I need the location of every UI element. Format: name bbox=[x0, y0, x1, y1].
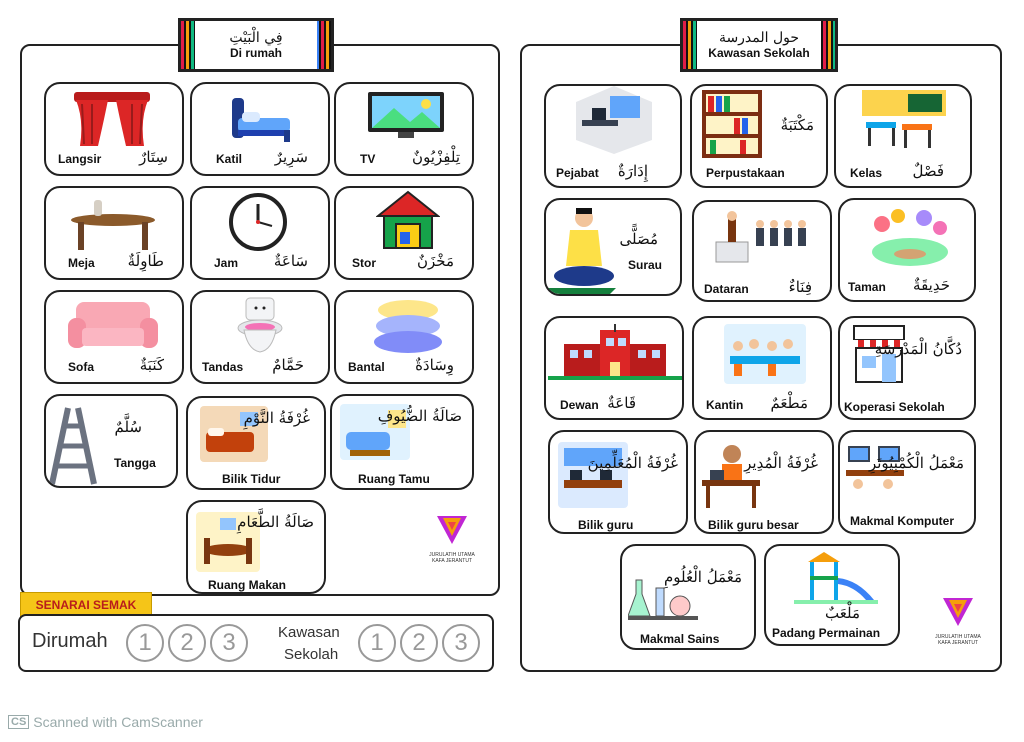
card-table bbox=[44, 186, 184, 280]
card-label-latin: Sofa bbox=[68, 360, 95, 374]
card-label-latin: Ruang Makan bbox=[208, 578, 287, 592]
card-label-arabic: سُلَّمٌ bbox=[114, 418, 142, 436]
card-label-arabic: مَلْعَبٌ bbox=[825, 604, 860, 622]
card-bedroom bbox=[186, 396, 326, 490]
card-label-arabic: غُرْفَةُ الْمُدِيرِ bbox=[744, 454, 818, 472]
card-label-latin: Bilik guru bbox=[578, 518, 634, 532]
card-school-cooperative bbox=[838, 316, 976, 420]
card-label-latin: Pejabat bbox=[556, 166, 599, 180]
card-label-latin: TV bbox=[360, 152, 376, 166]
card-clock bbox=[190, 186, 330, 280]
sofa-icon bbox=[66, 298, 160, 354]
card-label-latin: Surau bbox=[628, 258, 663, 272]
checklist-tag: SENARAI SEMAK bbox=[20, 592, 152, 618]
card-label-arabic: إِدَارَةٌ bbox=[617, 162, 648, 180]
card-label-latin: Katil bbox=[216, 152, 243, 166]
card-label-latin: Kantin bbox=[706, 398, 744, 412]
home-check-1[interactable]: 1 bbox=[126, 624, 164, 662]
card-curtain bbox=[44, 82, 184, 176]
home-banner-arabic: فِي الْبَيْتِ bbox=[229, 30, 283, 46]
card-prayer-room bbox=[544, 198, 682, 296]
card-label-arabic: فَصْلٌ bbox=[912, 162, 944, 180]
card-dining-room bbox=[186, 500, 326, 594]
card-label-arabic: طَاوِلَةٌ bbox=[127, 252, 164, 270]
card-label-arabic: حَمَّامٌ bbox=[272, 356, 304, 374]
card-label-arabic: مَعْمَلُ الْكُمْبِيُوتَرِ bbox=[868, 454, 964, 472]
school-check-3[interactable]: 3 bbox=[442, 624, 480, 662]
card-label-latin: Kelas bbox=[850, 166, 883, 180]
card-label-arabic: حَدِيقَةٌ bbox=[913, 276, 950, 294]
camscanner-text: Scanned with CamScanner bbox=[33, 714, 203, 730]
card-label-latin: Tandas bbox=[202, 360, 244, 374]
card-canteen bbox=[692, 316, 832, 420]
kafa-logo bbox=[424, 514, 480, 564]
garden-icon bbox=[870, 204, 950, 270]
card-label-arabic: مَخْزَنٌ bbox=[416, 252, 454, 270]
assembly-icon bbox=[712, 208, 812, 272]
office-icon bbox=[572, 84, 656, 154]
card-label-arabic: كَنَبَةٌ bbox=[139, 356, 164, 374]
logo-text-line2: KAFA JERANTUT bbox=[937, 640, 978, 646]
classroom-icon bbox=[860, 88, 948, 152]
home-check-3[interactable]: 3 bbox=[210, 624, 248, 662]
canteen-icon bbox=[722, 322, 808, 386]
card-label-latin: Jam bbox=[214, 256, 239, 270]
card-label-arabic: وِسَادَةٌ bbox=[415, 356, 454, 374]
card-label-latin: Taman bbox=[848, 280, 886, 294]
card-science-lab bbox=[620, 544, 756, 650]
card-label-arabic: سَرِيرٌ bbox=[274, 148, 308, 166]
card-sofa bbox=[44, 290, 184, 384]
praying-man-icon bbox=[544, 206, 616, 294]
pillow-icon bbox=[372, 296, 444, 356]
card-label-latin: Meja bbox=[68, 256, 95, 270]
teachers-room-icon bbox=[556, 440, 630, 510]
card-label-latin: Stor bbox=[352, 256, 376, 270]
school-check-2[interactable]: 2 bbox=[400, 624, 438, 662]
card-storehouse bbox=[334, 186, 474, 280]
ladder-icon bbox=[44, 404, 110, 488]
card-label-latin: Dataran bbox=[704, 282, 749, 296]
clock-icon bbox=[228, 192, 288, 252]
headmaster-icon bbox=[700, 440, 762, 510]
card-label-latin: Langsir bbox=[58, 152, 102, 166]
kafa-logo-icon bbox=[941, 596, 975, 630]
card-label-arabic: قَاعَةٌ bbox=[607, 394, 636, 412]
camscanner-badge: CS bbox=[8, 715, 29, 729]
kafa-logo-right bbox=[930, 596, 986, 646]
card-bed bbox=[190, 82, 330, 176]
logo-text-line2: KAFA JERANTUT bbox=[431, 558, 472, 564]
card-living-room bbox=[330, 394, 474, 490]
card-teachers-room bbox=[548, 430, 688, 534]
checklist-school-label-1: Kawasan bbox=[278, 624, 340, 641]
tv-icon bbox=[366, 90, 446, 142]
playground-icon bbox=[794, 550, 878, 604]
toilet-icon bbox=[232, 296, 288, 356]
logo-text-line1: JURULATIH UTAMA bbox=[935, 634, 981, 640]
bed-icon bbox=[226, 92, 296, 148]
card-assembly-area bbox=[692, 200, 832, 302]
table-icon bbox=[68, 196, 158, 252]
card-label-arabic: مَطْعَمٌ bbox=[770, 394, 808, 412]
card-label-arabic: تِلْفِزْيُونٌ bbox=[412, 148, 460, 166]
card-tv bbox=[334, 82, 474, 176]
card-label-latin: Dewan bbox=[560, 398, 599, 412]
storehouse-icon bbox=[376, 190, 440, 250]
school-check-1[interactable]: 1 bbox=[358, 624, 396, 662]
card-label-arabic: سِتَارٌ bbox=[139, 148, 168, 166]
card-headmaster-room bbox=[694, 430, 834, 534]
card-label-latin: Perpustakaan bbox=[706, 166, 785, 180]
card-classroom bbox=[834, 84, 972, 188]
card-computer-lab bbox=[838, 430, 976, 534]
card-label-arabic: مُصَلًّى bbox=[619, 230, 658, 248]
card-label-latin: Bilik guru besar bbox=[708, 518, 799, 532]
card-label-latin: Tangga bbox=[114, 456, 156, 470]
home-check-2[interactable]: 2 bbox=[168, 624, 206, 662]
logo-text-line1: JURULATIH UTAMA bbox=[429, 552, 475, 558]
card-hall bbox=[544, 316, 684, 420]
kafa-logo-icon bbox=[435, 514, 469, 548]
home-banner-title: Di rumah bbox=[229, 46, 282, 60]
card-label-arabic: مَعْمَلُ الْعُلُومِ bbox=[663, 568, 742, 586]
checklist-box bbox=[18, 614, 494, 672]
card-label-latin: Bantal bbox=[348, 360, 385, 374]
card-label-arabic: فِنَاءٌ bbox=[788, 278, 812, 296]
card-label-arabic: مَكْتَبَةٌ bbox=[780, 116, 814, 134]
hall-building-icon bbox=[548, 322, 682, 384]
school-banner-arabic: حول المدرسة bbox=[718, 30, 800, 46]
card-label-arabic: غُرْفَةُ النَّوْمِ bbox=[243, 409, 310, 427]
checklist-home-label: Dirumah bbox=[32, 630, 108, 652]
card-ladder bbox=[44, 394, 178, 488]
card-label-arabic: صَالَةُ الطَّعَامِ bbox=[237, 513, 314, 531]
card-label-latin: Makmal Komputer bbox=[850, 514, 955, 528]
card-label-latin: Padang Permainan bbox=[772, 626, 881, 640]
curtain-icon bbox=[70, 90, 154, 148]
card-label-arabic-text: صَالَةُ الضُّيُوفِ bbox=[377, 407, 462, 425]
card-library bbox=[690, 84, 828, 188]
card-label-latin: Ruang Tamu bbox=[358, 472, 430, 486]
card-toilet bbox=[190, 290, 330, 384]
school-banner bbox=[680, 18, 838, 72]
school-banner-title: Kawasan Sekolah bbox=[708, 46, 810, 60]
checklist-school-label-2: Sekolah bbox=[284, 646, 339, 663]
card-playground bbox=[764, 544, 900, 646]
scanner-watermark bbox=[8, 714, 203, 730]
card-garden bbox=[838, 198, 976, 302]
card-label-arabic: دُكَّانُ الْمَدْرَسَةِ bbox=[874, 340, 962, 358]
bookshelf-icon bbox=[700, 88, 764, 160]
card-label-latin: Bilik Tidur bbox=[222, 472, 281, 486]
card-label-arabic: سَاعَةٌ bbox=[273, 252, 308, 270]
card-label-arabic: غُرْفَةُ الْمُعَلِّمِينَ bbox=[587, 454, 678, 472]
card-label-latin: Koperasi Sekolah bbox=[844, 400, 945, 414]
card-pillow bbox=[334, 290, 474, 384]
card-label-latin: Makmal Sains bbox=[640, 632, 720, 646]
home-banner bbox=[178, 18, 334, 72]
card-office bbox=[544, 84, 682, 188]
